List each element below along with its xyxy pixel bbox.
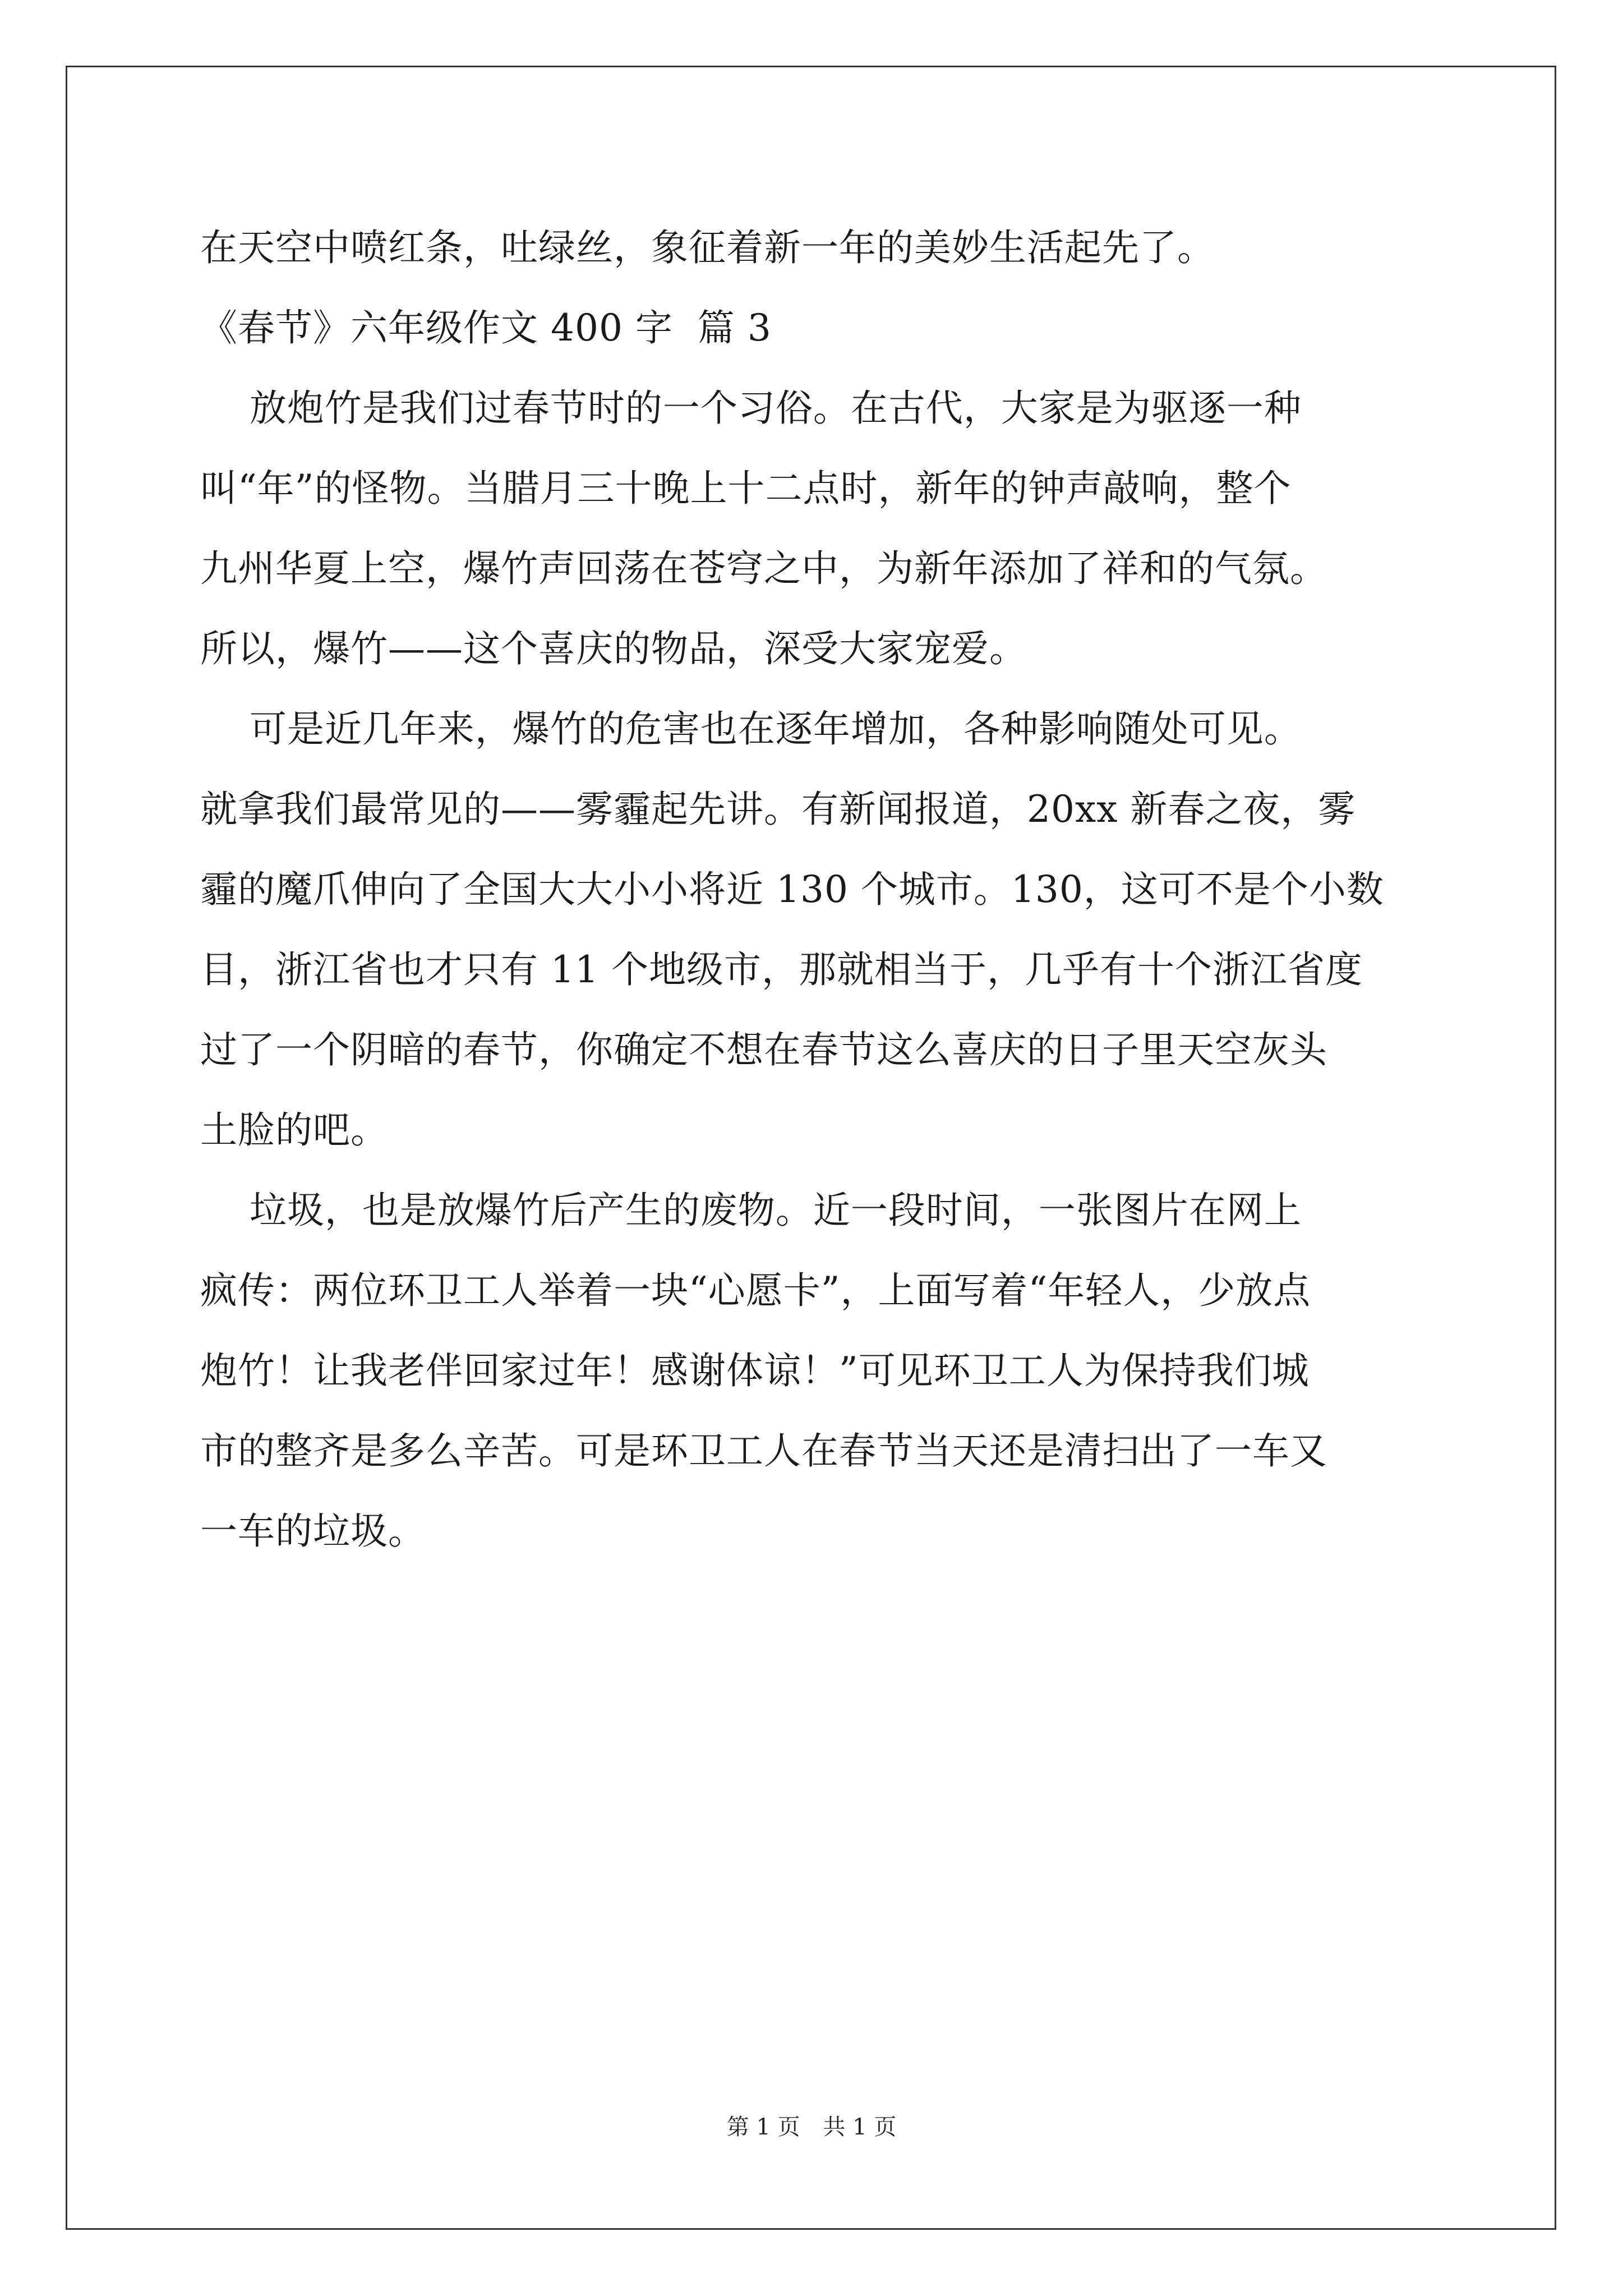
text-line: 疯传：两位环卫工人举着一块“心愿卡”，上面写着“年轻人，少放点 [200,1269,1311,1312]
text-line: 垃圾，也是放爆竹后产生的废物。近一段时间，一张图片在网上 [200,1189,1302,1232]
text-line: 放炮竹是我们过春节时的一个习俗。在古代，大家是为驱逐一种 [200,386,1302,430]
text-line: 炮竹！让我老伴回家过年！感谢体谅！”可见环卫工人为保持我们城 [200,1349,1310,1392]
document-body [200,208,1428,1571]
text-line: 市的整齐是多么辛苦。可是环卫工人在春节当天还是清扫出了一车又 [200,1429,1327,1473]
page-number: 第 1 页 [726,2114,800,2140]
text-line: 在天空中喷红条，吐绿丝，象征着新一年的美妙生活起先了。 [200,226,1215,269]
text-line: 九州华夏上空，爆竹声回荡在苍穹之中，为新年添加了祥和的气氛。 [200,547,1327,590]
page-total: 共 1 页 [823,2114,897,2140]
text-line: 所以，爆竹——这个喜庆的物品，深受大家宠爱。 [200,627,1027,670]
text-line: 一车的垃圾。 [200,1510,426,1553]
text-line: 可是近几年来，爆竹的危害也在逐年增加，各种影响随处可见。 [200,707,1302,751]
page-footer [0,2109,1623,2141]
text-line: 叫“年”的怪物。当腊月三十晚上十二点时，新年的钟声敲响，整个 [200,467,1292,510]
text-line: 过了一个阴暗的春节，你确定不想在春节这么喜庆的日子里天空灰头 [200,1028,1327,1071]
text-line: 就拿我们最常见的——雾霾起先讲。有新闻报道，20xx 新春之夜，雾 [200,788,1356,831]
text-line: 目，浙江省也才只有 11 个地级市，那就相当于，几乎有十个浙江省度 [200,948,1363,991]
section-heading: 《春节》六年级作文 400 字 篇 3 [200,306,772,349]
text-line: 霾的魔爪伸向了全国大大小小将近 130 个城市。130，这可不是个小数 [200,868,1384,911]
text-line: 土脸的吧。 [200,1108,388,1152]
